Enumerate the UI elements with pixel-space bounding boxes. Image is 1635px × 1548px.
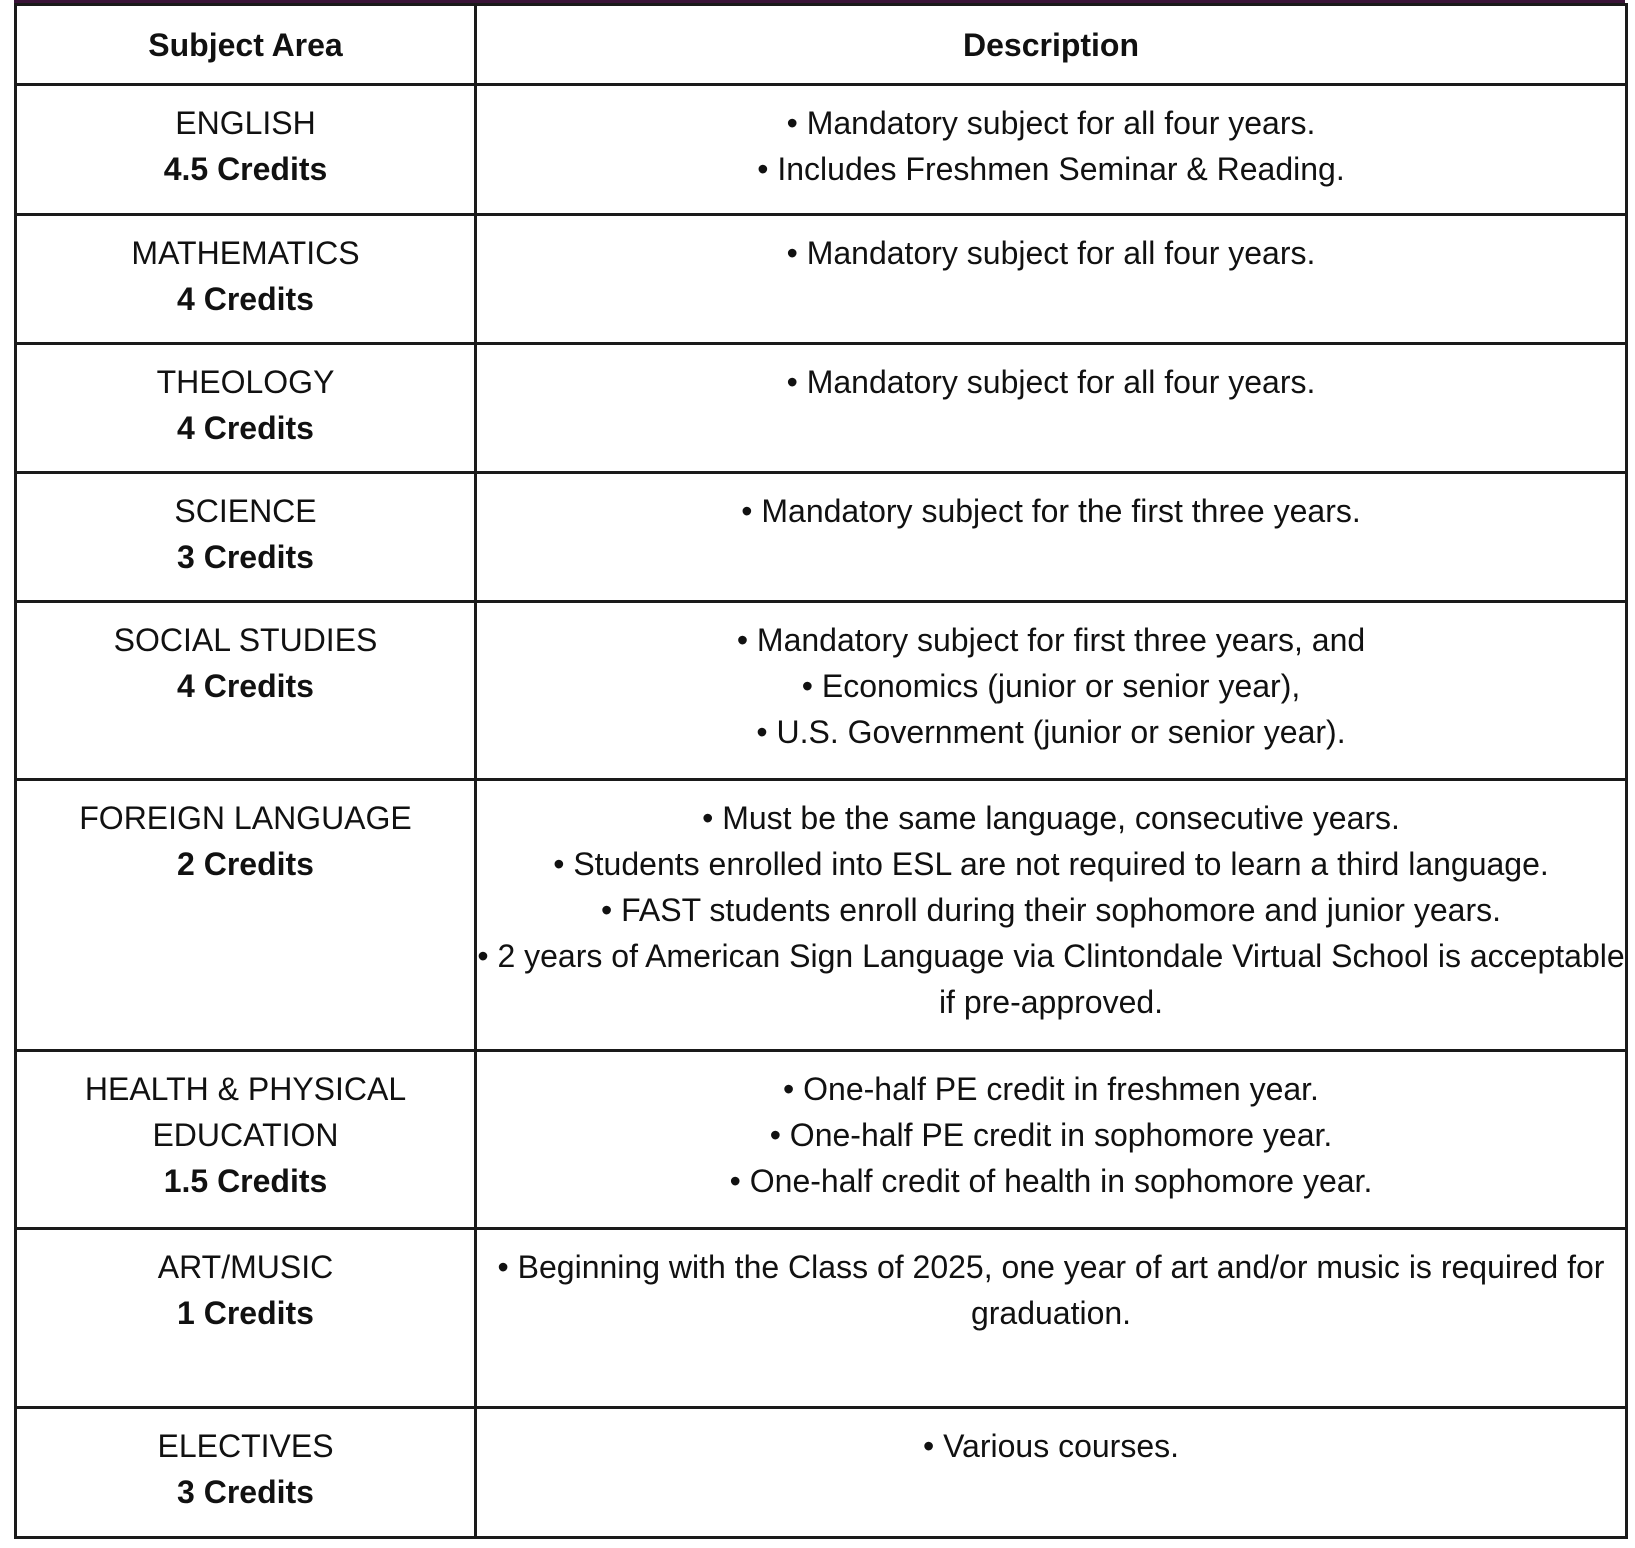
table-row (16, 344, 1627, 473)
description-bullet: • U.S. Government (junior or senior year). (477, 709, 1625, 755)
description-cell (476, 344, 1627, 473)
description-cell (476, 1051, 1627, 1229)
subject-name: FOREIGN LANGUAGE (79, 800, 412, 836)
table-row (16, 1229, 1627, 1408)
subject-credits: 2 Credits (177, 846, 314, 882)
subject-credits: 1.5 Credits (163, 1163, 328, 1199)
subject-credits: 4 Credits (177, 668, 314, 704)
subject-credits: 4.5 Credits (163, 151, 328, 187)
subject-credits: 4 Credits (177, 410, 314, 446)
subject-name: ART/MUSIC (157, 1249, 334, 1285)
description-bullet: • FAST students enroll during their sophomore and junior years. (477, 887, 1625, 933)
description-bullet: • Students enrolled into ESL are not required to learn a third language. (477, 841, 1625, 887)
subject-cell (16, 215, 476, 344)
subject-cell (16, 780, 476, 1051)
table-row (16, 1051, 1627, 1229)
description-bullet: • Mandatory subject for the first three years. (477, 488, 1625, 534)
description-cell (476, 473, 1627, 602)
subject-cell (16, 1051, 476, 1229)
header-subject-area: Subject Area (16, 5, 476, 85)
header-description: Description (476, 5, 1627, 85)
subject-name: HEALTH & PHYSICAL (84, 1071, 407, 1107)
description-bullet: • Various courses. (477, 1423, 1625, 1469)
subject-name: EDUCATION (152, 1117, 339, 1153)
subject-name: SCIENCE (174, 493, 317, 529)
subject-cell (16, 602, 476, 780)
description-bullet: • Mandatory subject for all four years. (477, 230, 1625, 276)
subject-cell (16, 344, 476, 473)
description-cell (476, 85, 1627, 215)
description-cell (476, 215, 1627, 344)
table-row (16, 1408, 1627, 1538)
subject-credits: 3 Credits (177, 1474, 314, 1510)
description-cell (476, 780, 1627, 1051)
description-bullet: • One-half PE credit in freshmen year. (477, 1066, 1625, 1112)
table-row (16, 473, 1627, 602)
description-bullet: • Economics (junior or senior year), (477, 663, 1625, 709)
table-row (16, 215, 1627, 344)
description-bullet: • Beginning with the Class of 2025, one year of art and/or music is required for graduation. (477, 1244, 1625, 1336)
subject-name: ELECTIVES (157, 1428, 334, 1464)
description-bullet: • Mandatory subject for all four years. (477, 100, 1625, 146)
graduation-requirements-table (14, 3, 1628, 1539)
subject-name: ENGLISH (175, 105, 316, 141)
subject-credits: 4 Credits (177, 281, 314, 317)
subject-credits: 3 Credits (177, 539, 314, 575)
description-bullet: • Includes Freshmen Seminar & Reading. (477, 146, 1625, 192)
subject-cell (16, 1229, 476, 1408)
description-bullet: • Mandatory subject for all four years. (477, 359, 1625, 405)
subject-cell (16, 473, 476, 602)
description-bullet: • Must be the same language, consecutive years. (477, 795, 1625, 841)
table-row (16, 780, 1627, 1051)
description-bullet: • One-half PE credit in sophomore year. (477, 1112, 1625, 1158)
table-row (16, 602, 1627, 780)
table-row (16, 85, 1627, 215)
subject-credits: 1 Credits (177, 1295, 314, 1331)
description-cell (476, 602, 1627, 780)
description-cell (476, 1229, 1627, 1408)
table-header-row (16, 5, 1627, 85)
subject-name: THEOLOGY (156, 364, 335, 400)
description-bullet: • 2 years of American Sign Language via Clintondale Virtual School is acceptable if pre-approved. (477, 933, 1625, 1025)
description-cell (476, 1408, 1627, 1538)
subject-cell (16, 1408, 476, 1538)
subject-name: SOCIAL STUDIES (113, 622, 378, 658)
subject-cell (16, 85, 476, 215)
description-bullet: • Mandatory subject for first three years, and (477, 617, 1625, 663)
subject-name: MATHEMATICS (131, 235, 360, 271)
description-bullet: • One-half credit of health in sophomore year. (477, 1158, 1625, 1204)
